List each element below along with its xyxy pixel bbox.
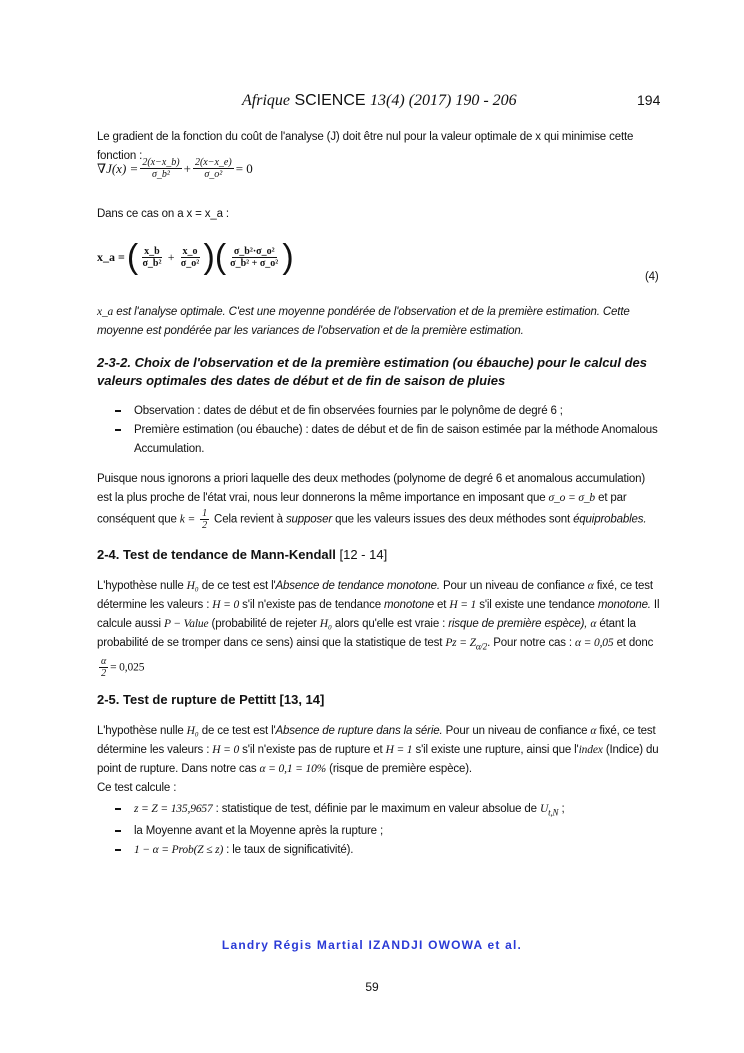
h0-symbol: H₀	[186, 725, 199, 737]
para-text: (probabilité de rejeter	[211, 618, 317, 630]
analysis-f1-den: σ_b²	[142, 258, 162, 269]
emphasis: Absence de rupture dans la série.	[275, 725, 443, 737]
k-fraction	[200, 508, 209, 531]
k-equation: k =	[179, 513, 196, 526]
section-24-paragraph	[97, 577, 661, 679]
h-equals-1: H = 1	[449, 599, 477, 611]
frac-num: α	[101, 656, 107, 668]
h0-symbol: H₀	[319, 618, 332, 630]
para-text: de ce test est l'	[201, 725, 276, 737]
para-text: Puisque nous ignorons a priori laquelle des deux methodes (polynome de degré 6 et anomalous accumulation) est la plus proche de l'état vrai, nous leur donnerons la même importance en imposant que	[97, 473, 646, 504]
section-25-paragraph	[97, 722, 661, 798]
footer-page-number: 59	[365, 980, 379, 994]
para-text: fixé, ce test détermine les valeurs :	[97, 580, 653, 611]
para-text: : statistique de test, définie par le maximum en valeur absolue de	[215, 803, 537, 815]
para-text: Pour un niveau de confiance	[445, 725, 588, 737]
list-item: Observation : dates de début et de fin observées fournies par le polynôme de degré 6 ;	[112, 402, 660, 421]
eq-term1	[140, 157, 181, 180]
section-232-paragraph	[97, 470, 659, 531]
k-den: 2	[202, 520, 207, 531]
analysis-f2-num: x_o	[182, 246, 198, 257]
analysis-remark	[97, 303, 659, 341]
section-25-refs: [13, 14]	[279, 692, 325, 707]
eq-term2	[193, 157, 234, 180]
para-text: Pour un niveau de confiance	[443, 580, 585, 592]
analysis-f1	[142, 246, 162, 269]
analysis-equation: x_a = ( $\frac{x\_b}{\text{σ\_b²}}$ + $\frac{x\_o}{\text{σ\_o²}}$ )( $\frac{\text{σ\_b²·σ\_o²}}{\text{σ\_b² + σ\_o²}}$ )	[97, 238, 294, 276]
sigma-equality: σ_o = σ_b	[548, 492, 596, 504]
analysis-lhs: x_a =	[97, 250, 125, 264]
para-text: et donc	[616, 637, 654, 649]
k-num: 1	[202, 508, 207, 519]
author-footer: Landry Régis Martial IZANDJI OWOWA et al.	[221, 938, 523, 952]
journal-header	[242, 92, 517, 110]
analysis-f3-num: σ_b²·σ_o²	[233, 246, 275, 257]
emphasis: monotone.	[597, 599, 651, 611]
eq-term1-num: 2(x−x_b)	[142, 157, 180, 168]
list-item: Première estimation (ou ébauche) : dates de début et de fin de saison estimée par la méthode Anomalous Accumulation.	[112, 421, 660, 459]
section-24-heading	[97, 547, 387, 562]
h-equals-1: H = 1	[385, 744, 413, 756]
eq-rhs: = 0	[235, 160, 253, 176]
section-232-number: 2-3-2.	[97, 355, 131, 370]
h-equals-0: H = 0	[212, 744, 240, 756]
u-symbol: U	[539, 803, 549, 815]
para-text: ;	[561, 803, 565, 815]
section-232-heading	[97, 354, 662, 390]
list-item	[112, 800, 660, 822]
frac-den: 2	[101, 668, 106, 680]
eq-lhs: ∇J(x) =	[97, 160, 139, 176]
section-24-refs: [12 - 14]	[339, 547, 388, 562]
half-value: = 0,025	[110, 661, 145, 674]
eq-term2-den: σ_o²	[204, 169, 223, 180]
section-25-bullets	[112, 800, 660, 860]
pz-symbol: Pz = Z	[445, 637, 476, 649]
emphasis: risque de première espèce),	[448, 618, 588, 630]
emphasis: Absence de tendance monotone.	[275, 580, 440, 592]
para-text: et par conséquent que	[97, 492, 627, 526]
para-text: . Pour notre cas :	[487, 637, 572, 649]
section-24-title: 2-4. Test de tendance de Mann-Kendall	[97, 547, 336, 562]
list-item: la Moyenne avant et la Moyenne après la rupture ;	[112, 822, 660, 841]
para-text: Il calcule aussi	[97, 599, 660, 630]
analysis-f3	[230, 246, 278, 269]
analysis-f2	[181, 246, 200, 269]
significance-equation: 1 − α = Prob(Z ≤ z)	[134, 844, 224, 857]
para-text: et	[437, 599, 447, 611]
page-number: 194	[637, 92, 661, 108]
para-text: de ce test est l'	[201, 580, 276, 592]
para-text: fixé, ce test détermine les valeurs :	[97, 725, 656, 756]
alpha-half-fraction	[99, 656, 108, 679]
alpha-symbol: α	[587, 580, 594, 592]
equation-number: (4)	[645, 271, 659, 283]
para-text: étant la probabilité de se tromper dans ce sens) ainsi que la statistique de test	[97, 618, 636, 649]
analysis-f3-den: σ_b² + σ_o²	[230, 258, 279, 269]
para-text: : le taux de significativité).	[226, 844, 354, 857]
eq-term1-den: σ_b²	[151, 169, 170, 180]
para-text: s'il n'existe pas de tendance	[242, 599, 381, 611]
para-text: alors qu'elle est vraie :	[334, 618, 446, 630]
eq-term2-num: 2(x−x_e)	[194, 157, 232, 168]
h-equals-0: H = 0	[212, 599, 240, 611]
alpha-symbol: α	[590, 725, 597, 737]
analysis-f2-den: σ_o²	[180, 258, 200, 269]
para-text: que les valeurs issues des deux méthodes sont	[335, 513, 571, 526]
alpha-value: α = 0,1 = 10%	[259, 763, 327, 775]
section-232-bullets	[112, 402, 660, 459]
emphasis: supposer	[285, 513, 333, 526]
para-text: Cela revient à	[214, 513, 283, 526]
para-text: L'hypothèse nulle	[97, 580, 184, 592]
journal-prefix: Afrique	[242, 92, 290, 109]
emphasis: équiprobables.	[573, 513, 647, 526]
alpha-value: α = 0,05	[575, 637, 614, 649]
analysis-symbol: x_a	[97, 306, 114, 318]
h0-symbol: H₀	[186, 580, 199, 592]
u-subscript: t,N	[548, 807, 559, 818]
para-text: s'il n'existe pas de rupture et	[242, 744, 383, 756]
gradient-equation: ∇J(x) = $\frac{2(x-x\_b)}{\text{σ\_b²}}$ + $\frac{2(x-x\_e)}{\text{σ\_o²}}$ = 0	[97, 157, 253, 180]
section-25-heading	[97, 692, 324, 707]
para-text: Ce test calcule :	[97, 782, 177, 794]
section-25-title: 2-5. Test de rupture de Pettitt	[97, 692, 276, 707]
para-text: L'hypothèse nulle	[97, 725, 184, 737]
analysis-intro: Dans ce cas on a x = x_a :	[97, 208, 229, 220]
para-text: s'il existe une tendance	[479, 599, 595, 611]
analysis-f1-num: x_b	[144, 246, 160, 257]
analysis-remark-text: est l'analyse optimale. C'est une moyenne pondérée de l'observation et de la première estimation. Cette moyenne est pondérée par les variances de l'observation et de la première estimation.	[97, 306, 630, 337]
alpha-symbol: α	[590, 618, 597, 630]
para-text: s'il existe une rupture, ainsi que l'	[415, 744, 579, 756]
section-232-title: Choix de l'observation et de la première estimation (ou ébauche) pour le calcul des valeurs optimales des dates de début et de fin de saison de pluies	[97, 355, 647, 388]
para-text: (Indice) du point de rupture. Dans notre cas	[97, 744, 659, 775]
pz-subscript: α/2	[475, 641, 488, 652]
z-statistic: z = Z = 135,9657	[134, 803, 213, 815]
p-value-symbol: P − Value	[163, 618, 209, 630]
para-text: (risque de première espèce).	[329, 763, 472, 775]
index-word: index	[578, 744, 603, 756]
gradient-intro: Le gradient de la fonction du coût de l'analyse (J) doit être nul pour la valeur optimale de x qui minimise cette fonction :	[97, 131, 634, 162]
emphasis: monotone	[384, 599, 434, 611]
journal-name: SCIENCE	[294, 92, 366, 109]
journal-issue: 13(4) (2017) 190 - 206	[370, 92, 517, 109]
list-item	[112, 841, 660, 860]
